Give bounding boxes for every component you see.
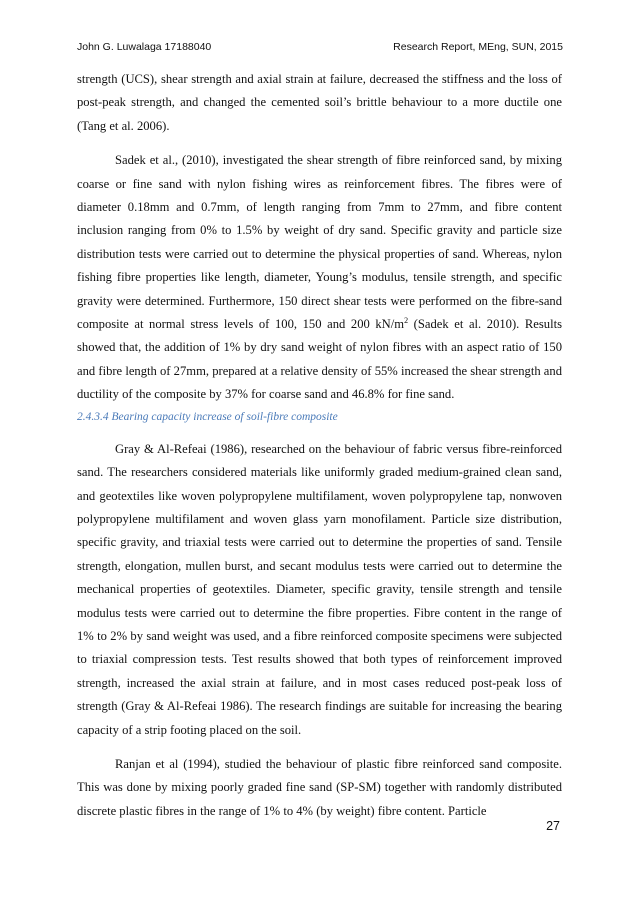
page-body xyxy=(77,68,562,823)
paragraph-2-text-b: (Sadek et al. 2010). Results showed that, the addition of 1% by dry sand weight of nylon fibres with an aspect ratio of 150 and fibre length of 27mm, prepared at a relative density of 55% increased the shear strength and ductility of the composite by 37% for coarse sand and 46.8% for fine sand. xyxy=(77,317,562,402)
paragraph-2-text-a: Sadek et al., (2010), investigated the shear strength of fibre reinforced sand, by mixing coarse or fine sand with nylon fishing wires as reinforcement fibres. The fibres were of diameter 0.18mm and 0.7mm, of length ranging from 7mm to 27mm, and fibre content inclusion ranging from 0% to 1.5% by weight of dry sand. Specific gravity and particle size distribution tests were carried out to determine the physical properties of sand. Whereas, nylon fishing fibre properties like length, diameter, Young’s modulus, tensile strength, and specific gravity were determined. Furthermore, 150 direct shear tests were performed on the fibre-sand composite at normal stress levels of 100, 150 and 200 kN/m xyxy=(77,153,562,332)
section-heading: 2.4.3.4 Bearing capacity increase of soil-fibre composite xyxy=(77,410,338,423)
page-header xyxy=(77,41,563,55)
header-author: John G. Luwalaga 17188040 xyxy=(77,41,212,53)
paragraph-1: strength (UCS), shear strength and axial strain at failure, decreased the stiffness and the loss of post-peak strength, and changed the cemented soil’s brittle behaviour to a more ductile one (Tang et al. 2006). xyxy=(77,72,562,133)
paragraph-2 xyxy=(77,149,562,406)
paragraph-3: Gray & Al-Refeai (1986), researched on the behaviour of fabric versus fibre-reinforced sand. The researchers considered materials like uniformly graded medium-grained clean sand, and geotextiles like woven polypropylene multifilament, woven polypropylene tap, nonwoven polypropylene multifilament and woven glass yarn monofilament. Particle size distribution, specific gravity, and triaxial tests were carried out to determine the properties of sand. Tensile strength, elongation, mullen burst, and secant modulus tests were carried out to determine the mechanical properties of geotextiles. Diameter, specific gravity, tensile strength and tensile modulus tests were carried out to determine the fibre properties. Fibre content in the range of 1% to 2% by sand weight was used, and a fibre reinforced composite specimens were subjected to triaxial compression tests. Test results showed that both types of reinforcement improved strength, increased the axial strain at failure, and in most cases reduced post-peak loss of strength (Gray & Al-Refeai 1986). The research findings are suitable for increasing the bearing capacity of a strip footing placed on the soil. xyxy=(77,441,562,737)
superscript-2: 2 xyxy=(404,316,409,326)
header-report-title: Research Report, MEng, SUN, 2015 xyxy=(393,41,563,53)
paragraph-4: Ranjan et al (1994), studied the behaviour of plastic fibre reinforced sand composite. This was done by mixing poorly graded fine sand (SP-SM) together with randomly distributed discrete plastic fibres in the range of 1% to 4% (by weight) fibre content. Particle xyxy=(77,756,562,818)
page-number: 27 xyxy=(546,819,560,833)
